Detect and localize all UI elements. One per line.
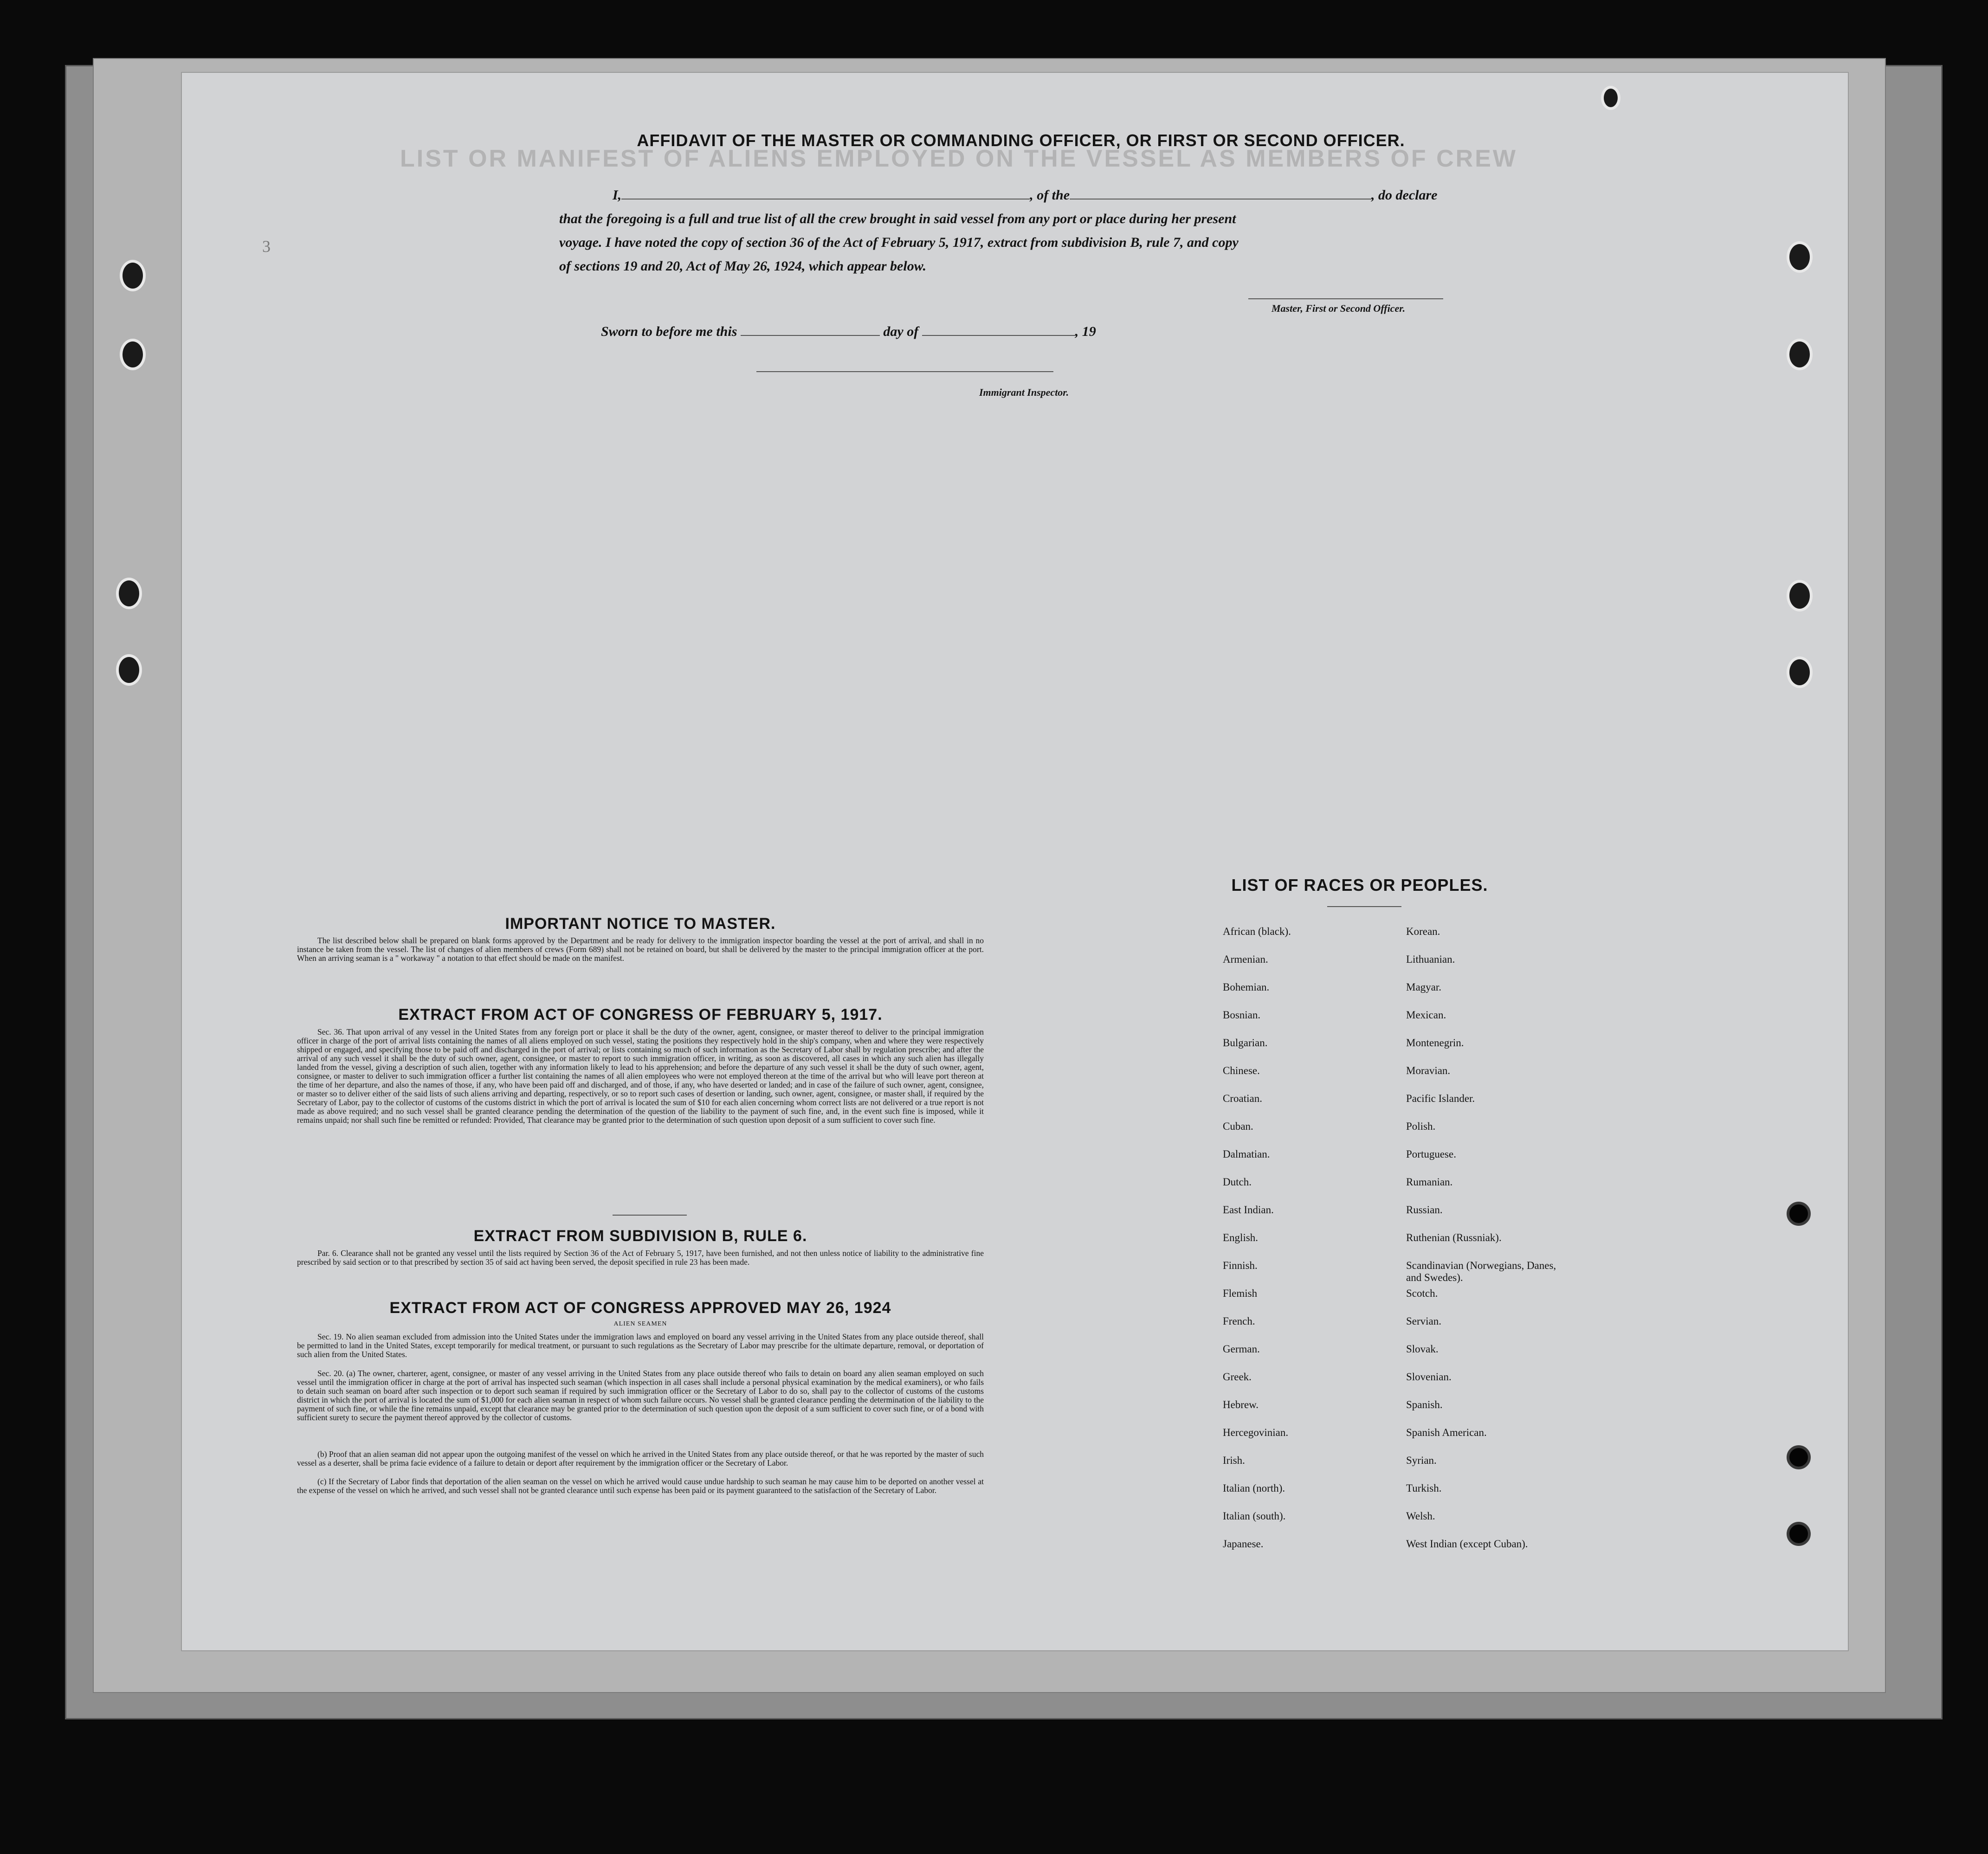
race-item: Slovenian. — [1406, 1371, 1452, 1383]
race-item: East Indian. — [1223, 1204, 1274, 1216]
race-item: Dutch. — [1223, 1176, 1252, 1188]
extract-1917-title: EXTRACT FROM ACT OF CONGRESS OF FEBRUARY 5, 1917. — [398, 1006, 883, 1024]
vessel-blank[interactable] — [1070, 187, 1371, 200]
race-item: Italian (north). — [1223, 1482, 1285, 1494]
day-of-label: day of — [883, 324, 919, 339]
binding-hole — [1787, 657, 1813, 688]
race-item: Scandinavian (Norwegians, Danes, and Swedes). — [1406, 1260, 1556, 1283]
race-item: Rumanian. — [1406, 1176, 1453, 1188]
race-item: Flemish — [1223, 1288, 1258, 1299]
race-item: Cuban. — [1223, 1120, 1253, 1132]
binding-hole — [116, 578, 142, 609]
race-item: Bosnian. — [1223, 1009, 1261, 1021]
bleed-through-title: LIST OR MANIFEST OF ALIENS EMPLOYED ON THE VESSEL AS MEMBERS OF CREW — [400, 145, 1517, 172]
race-item: Japanese. — [1223, 1538, 1264, 1550]
name-blank[interactable] — [621, 187, 1030, 200]
binding-hole — [120, 339, 146, 370]
race-item: Scotch. — [1406, 1288, 1438, 1299]
race-item: Italian (south). — [1223, 1510, 1286, 1522]
sworn-line — [601, 324, 1096, 340]
binding-hole — [1787, 1202, 1811, 1226]
binding-hole — [116, 654, 142, 686]
race-item: French. — [1223, 1315, 1255, 1327]
race-item: Chinese. — [1223, 1065, 1260, 1076]
affidavit-line-3: of sections 19 and 20, Act of May 26, 1924, which appear below. — [559, 258, 927, 274]
sworn-label: Sworn to before me this — [601, 324, 737, 339]
master-signature-line[interactable] — [1248, 298, 1443, 299]
race-item: Bulgarian. — [1223, 1037, 1268, 1049]
affidavit-do-declare: , do declare — [1371, 187, 1438, 203]
race-item: Montenegrin. — [1406, 1037, 1464, 1049]
race-item: Armenian. — [1223, 953, 1268, 965]
races-left-column — [1223, 926, 1291, 1566]
race-item: Bohemian. — [1223, 981, 1270, 993]
binding-hole — [1787, 339, 1813, 370]
race-item: Magyar. — [1406, 981, 1442, 993]
sworn-day-blank[interactable] — [741, 324, 880, 336]
inspector-caption: Immigrant Inspector. — [979, 386, 1069, 398]
notice-title: IMPORTANT NOTICE TO MASTER. — [505, 915, 776, 933]
race-item: West Indian (except Cuban). — [1406, 1538, 1528, 1550]
race-item: Russian. — [1406, 1204, 1443, 1216]
race-item: Polish. — [1406, 1120, 1436, 1132]
race-item: Welsh. — [1406, 1510, 1435, 1522]
race-item: Hebrew. — [1223, 1399, 1259, 1410]
race-item: Spanish. — [1406, 1399, 1443, 1410]
section-divider — [613, 1215, 687, 1216]
race-item: Mexican. — [1406, 1009, 1446, 1021]
rule-6-text: Par. 6. Clearance shall not be granted any vessel until the lists required by Section 36 of the Act of February 5, 1917, have been furnished, and not then unless notice of liability to the administrative fine prescribed by said section or to that prescribed by section 35 of said act having been served, the deposit specified in rule 23 has been made. — [297, 1249, 984, 1267]
race-item: Korean. — [1406, 926, 1440, 937]
race-item: German. — [1223, 1343, 1260, 1355]
race-item: Lithuanian. — [1406, 953, 1455, 965]
affidavit-body — [559, 183, 1487, 278]
rule-6-title: EXTRACT FROM SUBDIVISION B, RULE 6. — [473, 1227, 807, 1245]
race-item: Servian. — [1406, 1315, 1442, 1327]
affidavit-i: I, — [613, 187, 622, 203]
affidavit-line-1: that the foregoing is a full and true list of all the crew brought in said vessel from any port or place during her present — [559, 211, 1236, 226]
notice-text: The list described below shall be prepared on blank forms approved by the Department and be ready for delivery to the immigration inspector boarding the vessel at the port of arrival, and shall in no instance be taken from the vessel. The list of changes of alien members of crews (Form 689) shall not be retained on board, but shall be delivered by the master to the principal immigration officer at the port. When an arriving seaman is a " workaway " a notation to that effect should be made on the manifest. — [297, 936, 984, 963]
races-title: LIST OF RACES OR PEOPLES. — [1231, 876, 1488, 895]
binding-hole — [1787, 1445, 1811, 1469]
race-item: Slovak. — [1406, 1343, 1439, 1355]
race-item: Irish. — [1223, 1455, 1245, 1466]
races-right-column — [1406, 926, 1573, 1566]
race-item: Portuguese. — [1406, 1148, 1456, 1160]
race-item: Turkish. — [1406, 1482, 1442, 1494]
race-item: Syrian. — [1406, 1455, 1437, 1466]
inspector-signature-line[interactable] — [756, 371, 1053, 372]
margin-number: 3 — [262, 237, 271, 256]
binding-hole — [1787, 241, 1813, 273]
race-item: Croatian. — [1223, 1093, 1262, 1104]
extract-1917-text: Sec. 36. That upon arrival of any vessel in the United States from any foreign port or place it shall be the duty of the owner, agent, consignee, or master thereof to deliver to the principal immigration officer in charge of the port of arrival lists containing the names of all aliens employed on such vessel, stating the positions they respectively hold in the ship's company, when and where they were respectively shipped or engaged, and specifying those to be paid off and discharged in the port of arrival; or lists containing so much of such information as the Secretary of Labor shall by regulation prescribe; and after the arrival of any such vessel it shall be the duty of such owner, agent, consignee, or master to report to such immigration officer, in writing, as soon as discovered, all cases in which any such alien has illegally landed from the vessel, giving a description of such alien, together with any information likely to lead to his apprehension; and before the departure of any such vessel it shall be the duty of such owner, agent, consignee, or master to deliver to such immigration officer a further list containing the names of all alien employees who were not employed thereon at the time of the arrival but who will leave port thereon at the time of her departure, and also the names of those, if any, who have been paid off and discharged, and of those, if any, who have deserted or landed; and in case of the failure of such owner, agent, consignee, or master so to deliver either of the said lists of such aliens arriving and departing, respectively, or so to report such cases of desertion or landing, such owner, agent, consignee, or master shall, if required by the Secretary of Labor, pay to the collector of customs of the customs district in which the port of arrival is located the sum of $10 for each alien concerning whom correct lists are not delivered or a true report is not made as above required; and no such vessel shall be granted clearance pending the determination of the question of the liability to the payment of such fine, and, in the event such fine is imposed, while it remains unpaid; nor shall such fine be remitted or refunded: Provided, That clearance may be granted prior to the determination of such question upon deposit of a sum sufficient to cover such fine. — [297, 1027, 984, 1125]
alien-seamen-subtitle: ALIEN SEAMEN — [613, 1320, 667, 1327]
race-item: Moravian. — [1406, 1065, 1451, 1076]
section-20c-text: (c) If the Secretary of Labor finds that deportation of the alien seaman on the vessel on which he arrived would cause undue hardship to such seaman he may cause him to be deported on another vessel at the expense of the vessel on which he arrived, and such vessel shall not be granted clearance until such expense has been paid or its payment guaranteed to the satisfaction of the Secretary of Labor. — [297, 1477, 984, 1495]
race-item: African (black). — [1223, 926, 1291, 937]
section-20a-text: Sec. 20. (a) The owner, charterer, agent, consignee, or master of any vessel arriving in the United States from any place outside thereof who fails to detain on board any alien seaman employed on such vessel until the immigration officer in charge at the port of arrival has inspected such seaman (which inspection in all cases shall include a personal physical examination by the medical examiners), or who fails to detain such seaman on board after such inspection or to deport such seaman if required by such immigration officer or the Secretary of Labor to do so, shall pay to the collector of customs of the customs district in which the port of arrival is located the sum of $1,000 for each alien seaman in respect of whom such failure occurs. No vessel shall be granted clearance pending the determination of the liability to the payment of such fine, or while the fine remains unpaid, except that clearance may be granted prior to the determination of such question upon the deposit of a sum sufficient to cover such fine, or of a bond with sufficient surety to secure the payment thereof approved by the collector of customs. — [297, 1369, 984, 1422]
section-19-text: Sec. 19. No alien seaman excluded from admission into the United States under the immigration laws and employed on board any vessel arriving in the United States from any place outside thereof, shall be permitted to land in the United States, except temporarily for medical treatment, or pursuant to such regulations as the Secretary of Labor may prescribe for the ultimate departure, removal, or deportation of such alien from the United States. — [297, 1332, 984, 1359]
race-item: English. — [1223, 1232, 1259, 1243]
race-item: Hercegovinian. — [1223, 1427, 1289, 1438]
race-item: Dalmatian. — [1223, 1148, 1270, 1160]
section-20b-text: (b) Proof that an alien seaman did not appear upon the outgoing manifest of the vessel on which he arrived in the United States from any place outside thereof, or that he was reported by the master of such vessel as a deserter, shall be prima facie evidence of a failure to detain or deport after requirement by the immigration officer or the Secretary of Labor. — [297, 1449, 984, 1468]
year-label: , 19 — [1075, 324, 1096, 339]
binding-hole — [1601, 86, 1620, 110]
race-item: Ruthenian (Russniak). — [1406, 1232, 1502, 1243]
race-item: Greek. — [1223, 1371, 1252, 1383]
binding-hole — [1787, 1522, 1811, 1546]
master-caption: Master, First or Second Officer. — [1272, 303, 1406, 314]
races-divider — [1327, 906, 1401, 907]
affidavit-of-the: , of the — [1030, 187, 1070, 203]
race-item: Finnish. — [1223, 1260, 1258, 1271]
race-item: Spanish American. — [1406, 1427, 1487, 1438]
affidavit-line-2: voyage. I have noted the copy of section 36 of the Act of February 5, 1917, extract from subdivision B, rule 7, and copy — [559, 235, 1239, 250]
binding-hole — [1787, 580, 1813, 612]
affidavit-title: AFFIDAVIT OF THE MASTER OR COMMANDING OFFICER, OR FIRST OR SECOND OFFICER. — [637, 131, 1405, 150]
sworn-month-blank[interactable] — [922, 324, 1075, 336]
extract-1924-title: EXTRACT FROM ACT OF CONGRESS APPROVED MAY 26, 1924 — [389, 1299, 891, 1317]
race-item: Pacific Islander. — [1406, 1093, 1475, 1104]
binding-hole — [120, 260, 146, 291]
